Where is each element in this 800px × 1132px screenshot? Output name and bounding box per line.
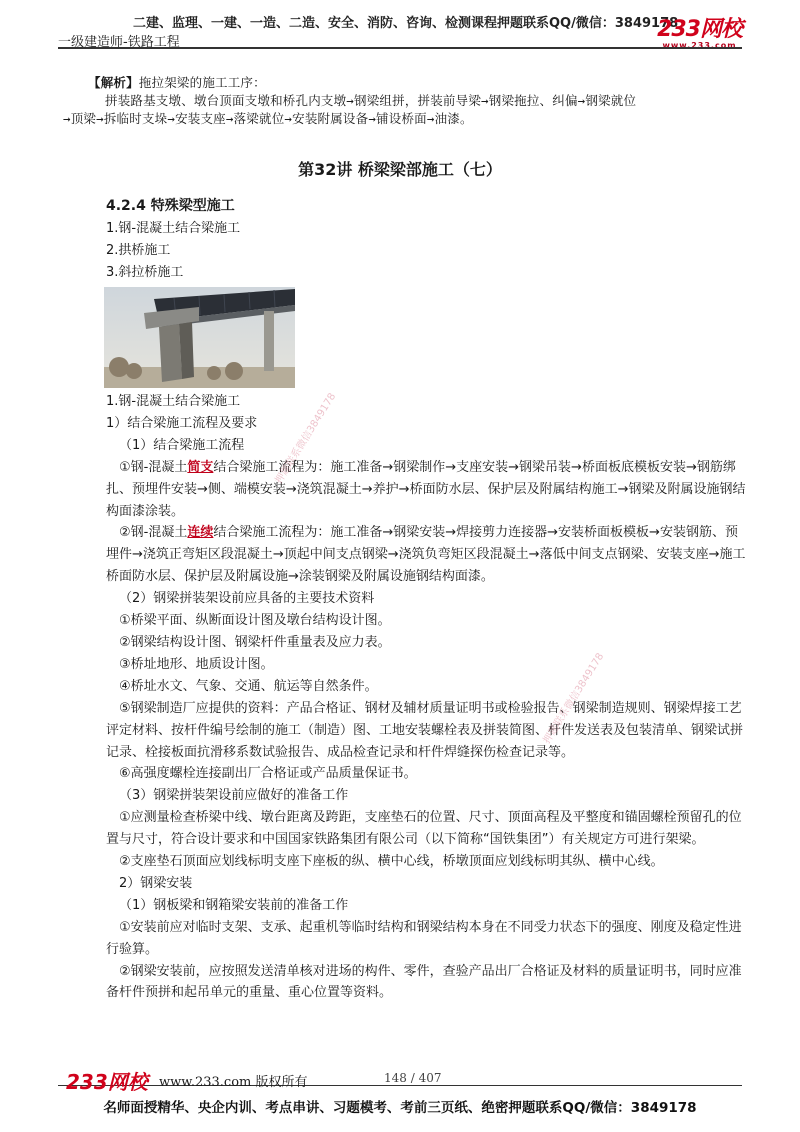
list-item: ⑤钢梁制造厂应提供的资料：产品合格证、钢材及辅材质量证明书或检验报告、钢梁制造规则、钢梁焊接工艺评定材料、按杆件编号绘制的施工（制造）图、工地安装螺栓表及拼装简图、杆件发送表及包装清单、钢梁试拼记录、栓接板面抗滑移系数试验报告、成品检查记录和杆件焊缝探伤检查记录等。 xyxy=(106,700,744,760)
body-heading-1: 1.钢-混凝土结合梁施工 xyxy=(106,394,241,409)
list-item: ④桥址水文、气象、交通、航运等自然条件。 xyxy=(119,678,378,694)
header-divider xyxy=(58,47,742,49)
p2-prefix: ②钢-混凝土 xyxy=(119,525,188,541)
p2-text: 结合梁施工流程为：施工准备→钢梁安装→焊接剪力连接器→安装桥面板模板→安装钢筋、预埋件→浇筑正弯矩区段混凝土→顶起中间支点钢梁→浇筑负弯矩区段混凝土→落低中间支点钢梁、安装支座→施工桥面防水层、保护层及附属设施→涂装钢梁及附属设施钢结构面漆。 xyxy=(106,525,746,585)
brand-logo xyxy=(657,19,742,50)
lecture-title: 第32讲 桥梁梁部施工（七） xyxy=(298,160,502,179)
list-item: ⑥高强度螺栓连接副出厂合格证或产品质量保证书。 xyxy=(119,766,417,782)
list-item: ②钢梁安装前，应按照发送清单核对进场的构件、零件，查验产品出厂合格证及材料的质量证明书，同时应准备杆件预拼和起吊单元的重量、重心位置等资料。 xyxy=(106,963,742,1001)
analysis-steps-line2: →顶梁→拆临时支垛→安装支座→落梁就位→安装附属设备→铺设桥面→油漆。 xyxy=(63,111,473,126)
section-heading: 4.2.4 特殊梁型施工 xyxy=(106,198,235,214)
header-promo-text: 二建、监理、一建、一造、二造、安全、消防、咨询、检测课程押题联系QQ/微信：3849178 xyxy=(133,16,679,31)
list-item: ②钢梁结构设计图、钢梁杆件重量表及应力表。 xyxy=(119,634,391,650)
bridge-photo xyxy=(104,287,295,388)
paragraph-simply-supported xyxy=(106,457,746,523)
logo-text: 233网校 xyxy=(657,17,742,42)
topic-item: 1.钢-混凝土结合梁施工 xyxy=(106,221,241,236)
topic-list xyxy=(106,218,240,284)
body-heading-5: （3）钢梁拼装架设前应做好的准备工作 xyxy=(119,788,349,804)
body-heading-7: （1）钢板梁和钢箱梁安装前的准备工作 xyxy=(119,897,349,913)
topic-item: 2.拱桥施工 xyxy=(106,243,171,258)
footer-logo: 233网校 xyxy=(66,1070,148,1094)
body-heading-2: 1）结合梁施工流程及要求 xyxy=(106,415,258,431)
p1-prefix: ①钢-混凝土 xyxy=(119,459,188,475)
footer-copyright: www.233.com 版权所有 xyxy=(159,1075,308,1090)
list-item: ①应测量检查桥梁中线、墩台距离及跨距，支座垫石的位置、尺寸、顶面高程及平整度和锚固螺栓预留孔的位置与尺寸，符合设计要求和中国国家铁路集团有限公司（以下简称“国铁集团”）有关规定方可进行架梁。 xyxy=(106,810,742,848)
logo-domain: www.233.com xyxy=(662,41,737,50)
topic-item: 3.斜拉桥施工 xyxy=(106,265,184,280)
body-heading-4: （2）钢梁拼装架设前应具备的主要技术资料 xyxy=(119,591,375,607)
analysis-steps-line1: 拼装路基支墩、墩台顶面支墩和桥孔内支墩→钢梁组拼，拼装前导梁→钢梁拖拉、纠偏→钢梁就位 xyxy=(105,93,637,108)
body-content xyxy=(106,391,746,1004)
document-subtitle: 一级建造师-铁路工程 xyxy=(58,35,180,50)
list-item: ①桥梁平面、纵断面设计图及墩台结构设计图。 xyxy=(119,613,391,629)
p1-text: 结合梁施工流程为：施工准备→钢梁制作→支座安装→钢梁吊装→桥面板底模板安装→钢筋绑扎、预埋件安装→侧、端模安装→浇筑混凝土→养护→桥面防水层、保护层及附属结构施工→钢梁及附属设施钢结构面漆涂装。 xyxy=(106,459,746,519)
list-item: ②支座垫石顶面应划线标明支座下座板的纵、横中心线，桥墩顶面应划线标明其纵、横中心线。 xyxy=(119,854,664,870)
watermark: 押题联系微信3849178 xyxy=(273,391,339,486)
list-item: ①安装前应对临时支架、支承、起重机等临时结构和钢梁结构本身在不同受力状态下的强度、刚度及稳定性进行验算。 xyxy=(106,919,742,957)
list-item: ③桥址地形、地质设计图。 xyxy=(119,656,274,672)
watermark: 押题联系微信3849178 xyxy=(541,651,607,746)
analysis-block xyxy=(63,74,748,128)
analysis-label: 【解析】 xyxy=(88,75,139,90)
p2-highlight: 连续 xyxy=(187,525,214,541)
footer-promo-text: 名师面授精华、央企内训、考点串讲、习题模考、考前三页纸、绝密押题联系QQ/微信：3849178 xyxy=(103,1100,697,1116)
body-heading-6: 2）钢梁安装 xyxy=(119,875,193,891)
p1-highlight: 简支 xyxy=(187,459,214,475)
paragraph-continuous xyxy=(106,522,746,588)
body-heading-3: （1）结合梁施工流程 xyxy=(119,437,245,453)
page-number: 148 / 407 xyxy=(384,1071,442,1085)
analysis-lead: 拖拉架梁的施工工序： xyxy=(138,75,266,90)
